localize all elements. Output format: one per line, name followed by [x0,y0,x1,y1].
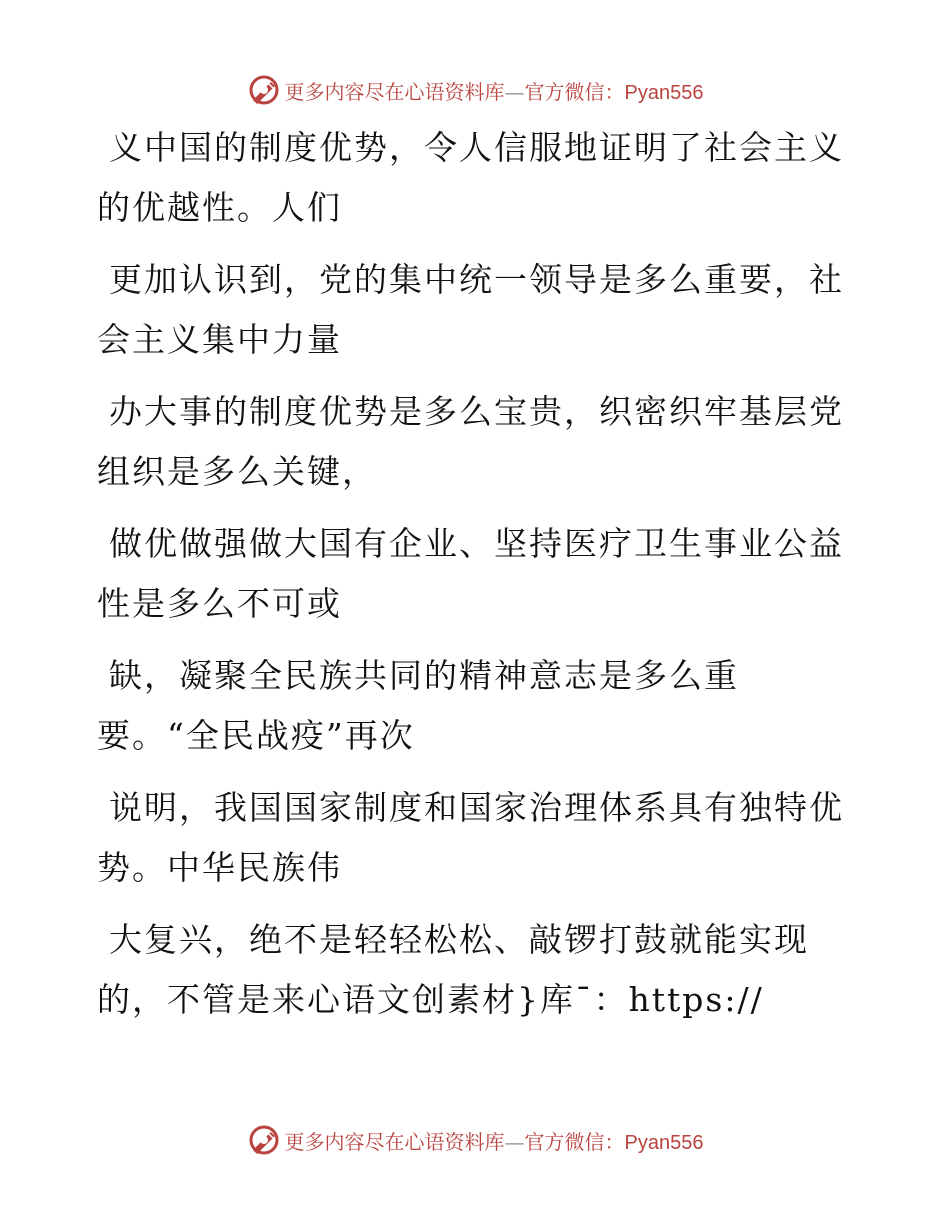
text-line: 说明，我国国家制度和国家治理体系具有独特优 [109,788,844,827]
text-line: 的，不管是来心语文创素材}库¯：https:// [97,980,764,1019]
text-line: 会主义集中力量 [97,320,342,359]
paragraph [97,250,857,370]
paragraph [97,118,857,238]
text-line: 义中国的制度优势，令人信服地证明了社会主义 [109,128,844,167]
banner-text [285,1126,704,1155]
text-line: 办大事的制度优势是多么宝贵，织密织牢基层党 [109,392,844,431]
pen-logo-icon [247,73,281,107]
header-banner [0,70,950,110]
text-line: 性是多么不可或 [97,584,342,623]
banner-wechat-label: 官方微信： [524,1129,625,1154]
paragraph [97,646,857,766]
document-body [97,118,857,1042]
text-line: 大复兴，绝不是轻轻松松、敲锣打鼓就能实现 [109,920,809,959]
paragraph [97,514,857,634]
footer-banner [0,1120,950,1160]
text-line: 组织是多么关键， [97,452,377,491]
banner-site-text: 更多内容尽在心语资料库 [284,1129,505,1154]
banner-wechat-id: Pyan556 [624,81,704,104]
banner-separator: — [504,1129,525,1154]
text-line: 势。中华民族伟 [97,848,342,887]
paragraph [97,382,857,502]
pen-logo-icon [247,1123,281,1157]
text-line: 更加认识到，党的集中统一领导是多么重要，社 [109,260,844,299]
banner-text [285,76,704,105]
text-line: 做优做强做大国有企业、坚持医疗卫生事业公益 [109,524,844,563]
text-line: 要。“全民战疫”再次 [97,716,415,755]
banner-site-text: 更多内容尽在心语资料库 [284,79,505,104]
banner-separator: — [504,79,525,104]
paragraph [97,910,857,1030]
banner-wechat-label: 官方微信： [524,79,625,104]
banner-wechat-id: Pyan556 [624,1131,704,1154]
text-line: 的优越性。人们 [97,188,342,227]
paragraph [97,778,857,898]
text-line: 缺，凝聚全民族共同的精神意志是多么重 [109,656,739,695]
